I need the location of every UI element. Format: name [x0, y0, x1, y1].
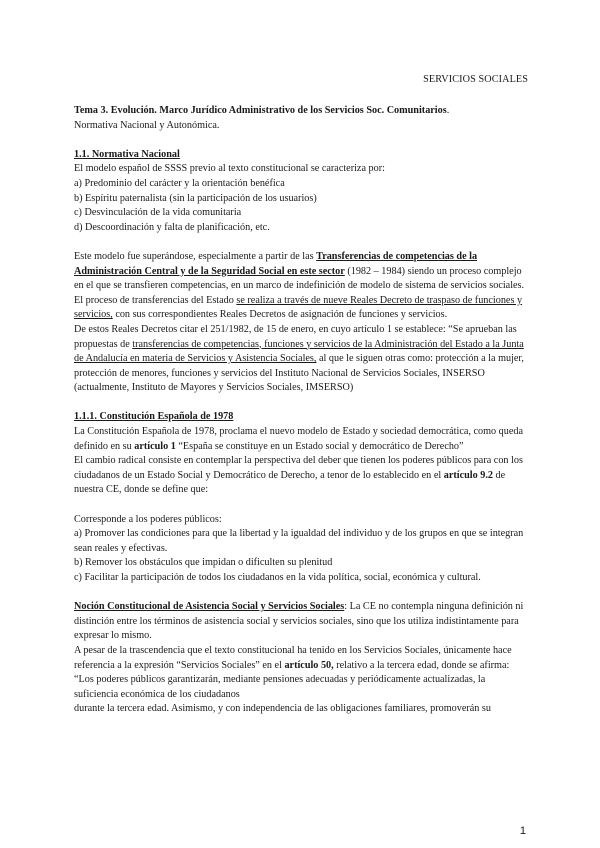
paragraph-reales-decretos: De estos Reales Decretos citar el 251/1982, de 15 de enero, en cuyo artículo 1 se establece: “Se aprueban las propuestas de transferencias de competencias, funciones y servicios de la Administración del Estado a la Junta de Andalucía en materia de Servicios y Asistencia Sociales, al que le siguen otras como: protección a la mujer, protección de menores, funciones y servicios del Instituto Nacional de Servicios Sociales, INSERSO (actualmente, Instituto de Mayores y Servicios Sociales, IMSERSO) [74, 323, 524, 394]
document-body [74, 104, 528, 717]
section-heading-normativa: 1.1. Normativa Nacional [74, 148, 180, 160]
paragraph-articulo-9-2: El cambio radical consiste en contemplar la perspectiva del deber que tienen los poderes públicos para con los ciudadanos de un Estado Social y Democrático de Derecho, a tenor de lo establecido en el artículo 9.2 de nuestra CE, donde se define que: [74, 455, 523, 496]
title-bold: Tema 3. Evolución. Marco Jurídico Administrativo de los Servicios Soc. Comunitarios [74, 105, 447, 116]
section1-intro: El modelo español de SSSS previo al texto constitucional se caracteriza por: [74, 163, 385, 175]
list-item: d) Descoordinación y falta de planificación, etc. [74, 221, 270, 233]
paragraph-tercera-edad: durante la tercera edad. Asimismo, y con independencia de las obligaciones familiares, promoverán su [74, 703, 491, 715]
list-item: b) Remover los obstáculos que impidan o dificulten su plenitud [74, 557, 333, 569]
list-item: a) Predominio del carácter y la orientación benéfica [74, 177, 285, 189]
title-rest: . [446, 105, 450, 116]
list-item: c) Desvinculación de la vida comunitaria [74, 207, 242, 219]
page-number: 1 [519, 825, 526, 837]
list-item: b) Espíritu paternalista (sin la participación de los usuarios) [74, 192, 317, 204]
paragraph-transferencias: Este modelo fue superándose, especialmente a partir de las Transferencias de competencias de la Administración Central y de la Seguridad Social en este sector (1982 – 1984) siendo un proceso complejo en el que se transfieren competencias, en un marco de indefinición de modelo de sistema de servicios sociales. El proceso de transferencias del Estado se realiza a través de nueve Reales Decreto de traspaso de funciones y servicios, con sus correspondientes Reales Decretos de asignación de funciones y servicios. [74, 250, 525, 321]
section2-intro: Corresponde a los poderes públicos: [74, 513, 222, 525]
paragraph-articulo-50: A pesar de la trascendencia que el texto constitucional ha tenido en los Servicios Sociales, únicamente hace referencia a la expresión “Servicios Sociales” en el artículo 50, relativo a la tercera edad, donde se afirma: “Los poderes públicos garantizarán, mediante pensiones adecuadas y periódicamente actualizadas, la suficiencia económica de los ciudadanos [74, 644, 512, 700]
section-heading-constitucion: 1.1.1. Constitución Española de 1978 [74, 411, 234, 423]
document-subtitle: Normativa Nacional y Autonómica. [74, 119, 220, 131]
paragraph-articulo-1: La Constitución Española de 1978, proclama el nuevo modelo de Estado y sociedad democrática, como queda definido en su artículo 1 “España se constituye en un Estado social y democrático de Derecho” [74, 426, 523, 452]
paragraph-nocion-constitucional: Noción Constitucional de Asistencia Social y Servicios Sociales: La CE no contempla ninguna definición ni distinción entre los términos de asistencia social y servicios sociales, sino que los utiliza indistintamente para expresar lo mismo. [74, 601, 524, 642]
list-item: a) Promover las condiciones para que la libertad y la igualdad del individuo y de los grupos en que se integran sean reales y efectivas. [74, 528, 524, 554]
list-item: c) Facilitar la participación de todos los ciudadanos en la vida política, social, económica y cultural. [74, 572, 481, 583]
page-header: SERVICIOS SOCIALES [423, 74, 528, 85]
document-title [74, 104, 528, 119]
